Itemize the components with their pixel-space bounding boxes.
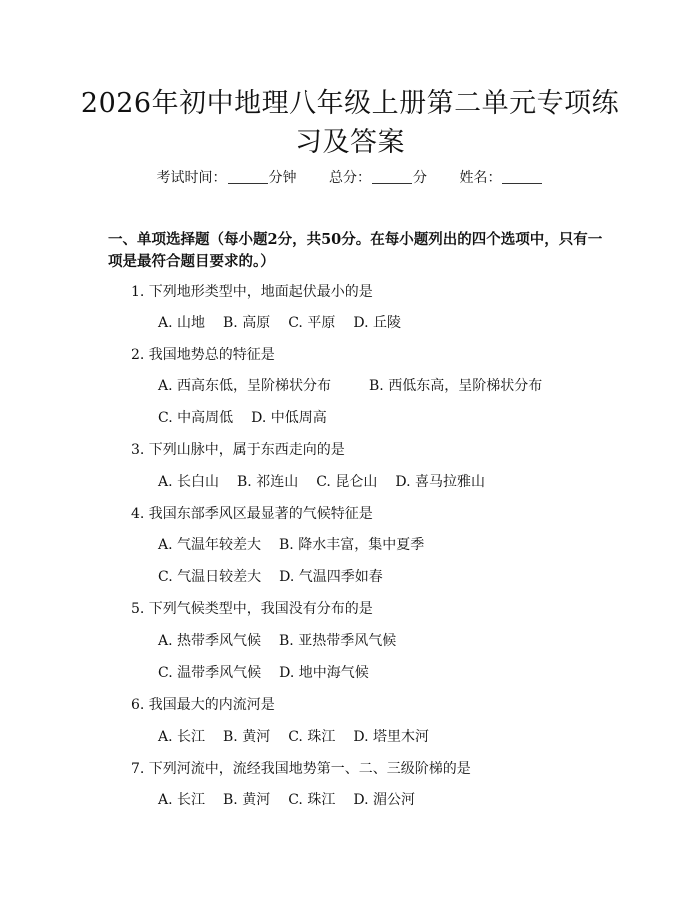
- option-a: A. 气温年较差大: [158, 537, 262, 553]
- name-field: [459, 168, 543, 188]
- option-d: D. 中低周高: [251, 410, 327, 426]
- name-label: 姓名：: [459, 170, 502, 186]
- question-5-options-row2: [158, 663, 369, 683]
- option-c: C. 温带季风气候: [158, 665, 262, 681]
- option-c: C. 中高周低: [158, 410, 234, 426]
- option-d: D. 塔里木河: [353, 729, 429, 745]
- question-7: 7. 下列河流中，流经我国地势第一、二、三级阶梯的是: [131, 761, 471, 777]
- option-a: A. 西高东低，呈阶梯状分布: [158, 378, 332, 394]
- section-heading: 一、单项选择题（每小题2分，共50分。在每小题列出的四个选项中，只有一项是最符合题目要求的。）: [108, 231, 603, 270]
- option-c: C. 珠江: [288, 729, 336, 745]
- question-7-options: [158, 790, 415, 810]
- option-d: D. 湄公河: [353, 792, 415, 808]
- question-4-options-row2: [158, 567, 383, 587]
- option-a: A. 长江: [158, 729, 206, 745]
- option-a: A. 热带季风气候: [158, 633, 262, 649]
- option-a: A. 长白山: [158, 474, 220, 490]
- question-1-options: [158, 313, 401, 333]
- question-5: 5. 下列气候类型中，我国没有分布的是: [131, 601, 373, 617]
- exam-title-line1: 2026年初中地理八年级上册第二单元专项练: [80, 88, 620, 119]
- question-2-options-row1: [158, 376, 542, 396]
- question-6: 6. 我国最大的内流河是: [131, 697, 275, 713]
- name-blank: [502, 169, 542, 184]
- option-c: C. 珠江: [288, 792, 336, 808]
- exam-info-row: [0, 168, 700, 188]
- question-5-options-row1: [158, 631, 396, 651]
- option-d: D. 喜马拉雅山: [395, 474, 485, 490]
- total-score-field: [329, 168, 427, 188]
- exam-time-blank: [228, 169, 268, 184]
- total-score-label: 总分：: [329, 170, 371, 186]
- question-3-options: [158, 472, 485, 492]
- exam-time-field: [157, 168, 297, 188]
- exam-time-unit: 分钟: [268, 170, 297, 186]
- question-2-options-row2: [158, 408, 327, 428]
- option-c: C. 平原: [288, 315, 336, 331]
- option-b: B. 西低东高，呈阶梯状分布: [369, 378, 543, 394]
- option-b: B. 降水丰富，集中夏季: [279, 537, 425, 553]
- option-b: B. 黄河: [223, 729, 271, 745]
- question-3: 3. 下列山脉中，属于东西走向的是: [131, 442, 345, 458]
- option-b: B. 黄河: [223, 792, 271, 808]
- option-c: C. 昆仑山: [316, 474, 378, 490]
- option-d: D. 气温四季如春: [279, 569, 383, 585]
- total-score-blank: [372, 169, 412, 184]
- option-c: C. 气温日较差大: [158, 569, 262, 585]
- question-1: 1. 下列地形类型中，地面起伏最小的是: [131, 284, 373, 300]
- option-b: B. 高原: [223, 315, 271, 331]
- question-6-options: [158, 727, 429, 747]
- option-d: D. 丘陵: [353, 315, 401, 331]
- option-a: A. 长江: [158, 792, 206, 808]
- question-4: 4. 我国东部季风区最显著的气候特征是: [131, 506, 373, 522]
- question-2: 2. 我国地势总的特征是: [131, 347, 275, 363]
- option-b: B. 亚热带季风气候: [279, 633, 397, 649]
- exam-time-label: 考试时间：: [156, 170, 227, 186]
- option-b: B. 祁连山: [237, 474, 299, 490]
- exam-title-line2: 习及答案: [295, 127, 405, 158]
- total-score-unit: 分: [413, 170, 427, 186]
- option-d: D. 地中海气候: [279, 665, 369, 681]
- question-4-options-row1: [158, 535, 424, 555]
- option-a: A. 山地: [158, 315, 206, 331]
